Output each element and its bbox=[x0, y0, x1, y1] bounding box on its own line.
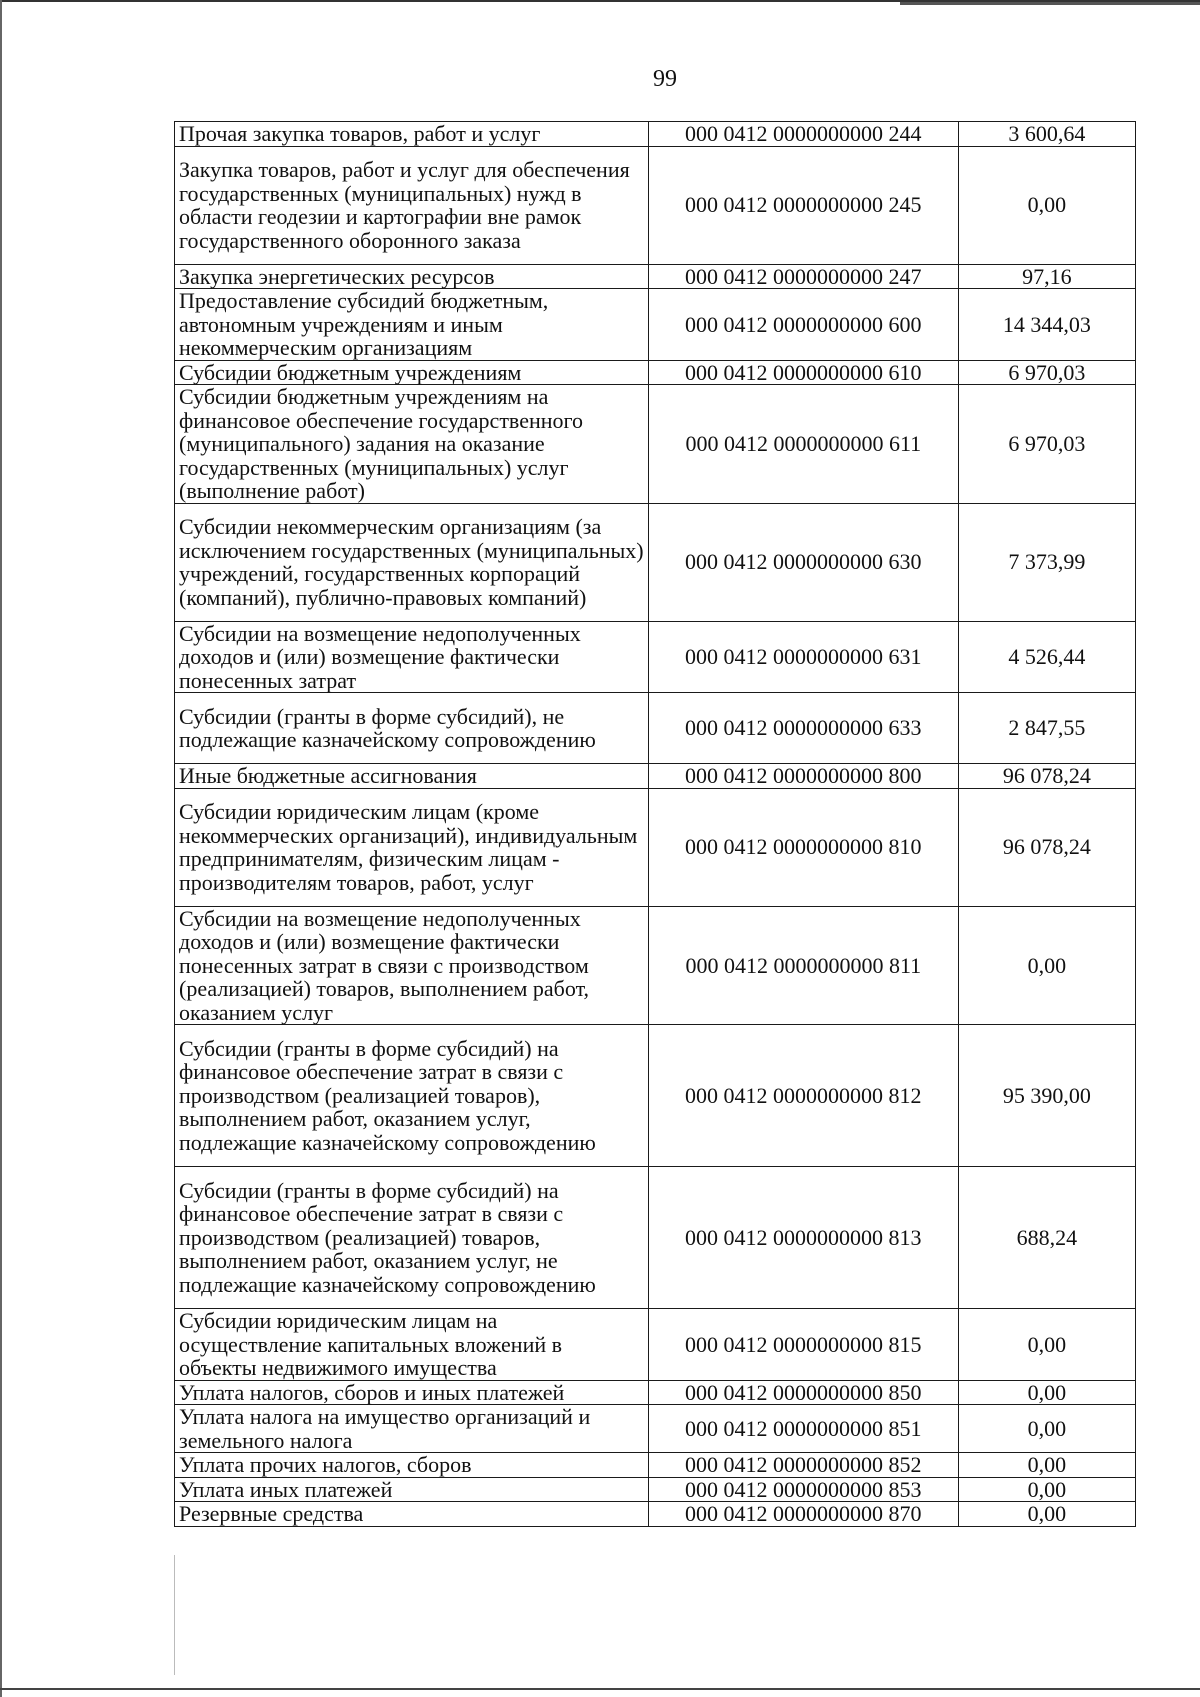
row-sum: 2 847,55 bbox=[958, 693, 1135, 764]
row-description: Субсидии (гранты в форме субсидий), не подлежащие казначейскому сопровождению bbox=[175, 693, 649, 764]
row-description: Уплата прочих налогов, сборов bbox=[175, 1453, 649, 1478]
row-sum: 3 600,64 bbox=[958, 122, 1135, 147]
row-description: Субсидии некоммерческим организациям (за исключением государственных (муниципальных) учреждений, государственных корпораций (компаний), публично-правовых компаний) bbox=[175, 503, 649, 621]
scan-edge-left bbox=[0, 0, 2, 1697]
table-row bbox=[175, 1025, 1136, 1167]
row-code: 000 0412 0000000000 810 bbox=[648, 788, 958, 906]
row-code: 000 0412 0000000000 853 bbox=[648, 1477, 958, 1502]
row-sum: 0,00 bbox=[958, 1453, 1135, 1478]
row-sum: 14 344,03 bbox=[958, 289, 1135, 361]
row-description: Субсидии на возмещение недополученных доходов и (или) возмещение фактически понесенных затрат bbox=[175, 621, 649, 693]
row-code: 000 0412 0000000000 247 bbox=[648, 264, 958, 289]
row-description: Прочая закупка товаров, работ и услуг bbox=[175, 122, 649, 147]
row-description: Субсидии (гранты в форме субсидий) на финансовое обеспечение затрат в связи с производством (реализацией) товаров, выполнением работ, оказанием услуг, не подлежащие казначейскому сопровождению bbox=[175, 1167, 649, 1309]
row-description: Уплата налога на имущество организаций и земельного налога bbox=[175, 1405, 649, 1453]
row-sum: 95 390,00 bbox=[958, 1025, 1135, 1167]
row-sum: 97,16 bbox=[958, 264, 1135, 289]
budget-table bbox=[174, 121, 1136, 1527]
table-row bbox=[175, 621, 1136, 693]
row-description: Уплата налогов, сборов и иных платежей bbox=[175, 1380, 649, 1405]
row-description: Уплата иных платежей bbox=[175, 1477, 649, 1502]
table-row bbox=[175, 1453, 1136, 1478]
row-code: 000 0412 0000000000 244 bbox=[648, 122, 958, 147]
table-row bbox=[175, 1380, 1136, 1405]
row-code: 000 0412 0000000000 610 bbox=[648, 360, 958, 385]
table-row bbox=[175, 1167, 1136, 1309]
row-description: Субсидии бюджетным учреждениям на финансовое обеспечение государственного (муниципального) задания на оказание государственных (муниципальных) услуг (выполнение работ) bbox=[175, 385, 649, 504]
row-code: 000 0412 0000000000 815 bbox=[648, 1309, 958, 1381]
row-description: Закупка энергетических ресурсов bbox=[175, 264, 649, 289]
row-description: Субсидии на возмещение недополученных доходов и (или) возмещение фактически понесенных затрат в связи с производством (реализацией) товаров, выполнением работ, оказанием услуг bbox=[175, 906, 649, 1025]
row-code: 000 0412 0000000000 813 bbox=[648, 1167, 958, 1309]
row-sum: 0,00 bbox=[958, 1405, 1135, 1453]
table-row bbox=[175, 360, 1136, 385]
table-row bbox=[175, 1502, 1136, 1527]
row-sum: 7 373,99 bbox=[958, 503, 1135, 621]
table-row bbox=[175, 788, 1136, 906]
table-row bbox=[175, 146, 1136, 264]
table-row bbox=[175, 1477, 1136, 1502]
row-sum: 688,24 bbox=[958, 1167, 1135, 1309]
row-code: 000 0412 0000000000 852 bbox=[648, 1453, 958, 1478]
row-code: 000 0412 0000000000 611 bbox=[648, 385, 958, 504]
row-sum: 0,00 bbox=[958, 146, 1135, 264]
table-row bbox=[175, 264, 1136, 289]
row-sum: 0,00 bbox=[958, 1380, 1135, 1405]
row-description: Субсидии (гранты в форме субсидий) на финансовое обеспечение затрат в связи с производством (реализацией товаров), выполнением работ, оказанием услуг, подлежащие казначейскому сопровождению bbox=[175, 1025, 649, 1167]
row-description: Иные бюджетные ассигнования bbox=[175, 764, 649, 789]
budget-table-body bbox=[175, 122, 1136, 1527]
table-row bbox=[175, 1405, 1136, 1453]
table-row bbox=[175, 289, 1136, 361]
table-row bbox=[175, 693, 1136, 764]
table-row bbox=[175, 906, 1136, 1025]
row-sum: 96 078,24 bbox=[958, 764, 1135, 789]
row-code: 000 0412 0000000000 630 bbox=[648, 503, 958, 621]
table-row bbox=[175, 1309, 1136, 1381]
row-sum: 4 526,44 bbox=[958, 621, 1135, 693]
margin-line bbox=[174, 1555, 175, 1675]
row-description: Субсидии юридическим лицам (кроме некоммерческих организаций), индивидуальным предпринимателям, физическим лицам - производителям товаров, работ, услуг bbox=[175, 788, 649, 906]
row-code: 000 0412 0000000000 633 bbox=[648, 693, 958, 764]
row-description: Субсидии юридическим лицам на осуществление капитальных вложений в объекты недвижимого имущества bbox=[175, 1309, 649, 1381]
row-code: 000 0412 0000000000 245 bbox=[648, 146, 958, 264]
row-sum: 0,00 bbox=[958, 906, 1135, 1025]
row-code: 000 0412 0000000000 811 bbox=[648, 906, 958, 1025]
row-description: Предоставление субсидий бюджетным, автономным учреждениям и иным некоммерческим организациям bbox=[175, 289, 649, 361]
page-number: 99 bbox=[653, 66, 677, 92]
table-row bbox=[175, 385, 1136, 504]
row-code: 000 0412 0000000000 870 bbox=[648, 1502, 958, 1527]
row-code: 000 0412 0000000000 812 bbox=[648, 1025, 958, 1167]
scan-edge-top-right bbox=[900, 2, 1200, 5]
row-description: Закупка товаров, работ и услуг для обеспечения государственных (муниципальных) нужд в области геодезии и картографии вне рамок государственного оборонного заказа bbox=[175, 146, 649, 264]
scan-edge-bottom bbox=[0, 1688, 1200, 1690]
row-code: 000 0412 0000000000 631 bbox=[648, 621, 958, 693]
row-code: 000 0412 0000000000 851 bbox=[648, 1405, 958, 1453]
table-row bbox=[175, 503, 1136, 621]
row-sum: 96 078,24 bbox=[958, 788, 1135, 906]
row-code: 000 0412 0000000000 800 bbox=[648, 764, 958, 789]
table-row bbox=[175, 122, 1136, 147]
row-description: Субсидии бюджетным учреждениям bbox=[175, 360, 649, 385]
table-row bbox=[175, 764, 1136, 789]
row-sum: 6 970,03 bbox=[958, 385, 1135, 504]
row-code: 000 0412 0000000000 850 bbox=[648, 1380, 958, 1405]
row-sum: 0,00 bbox=[958, 1502, 1135, 1527]
row-description: Резервные средства bbox=[175, 1502, 649, 1527]
row-code: 000 0412 0000000000 600 bbox=[648, 289, 958, 361]
row-sum: 6 970,03 bbox=[958, 360, 1135, 385]
row-sum: 0,00 bbox=[958, 1309, 1135, 1381]
row-sum: 0,00 bbox=[958, 1477, 1135, 1502]
